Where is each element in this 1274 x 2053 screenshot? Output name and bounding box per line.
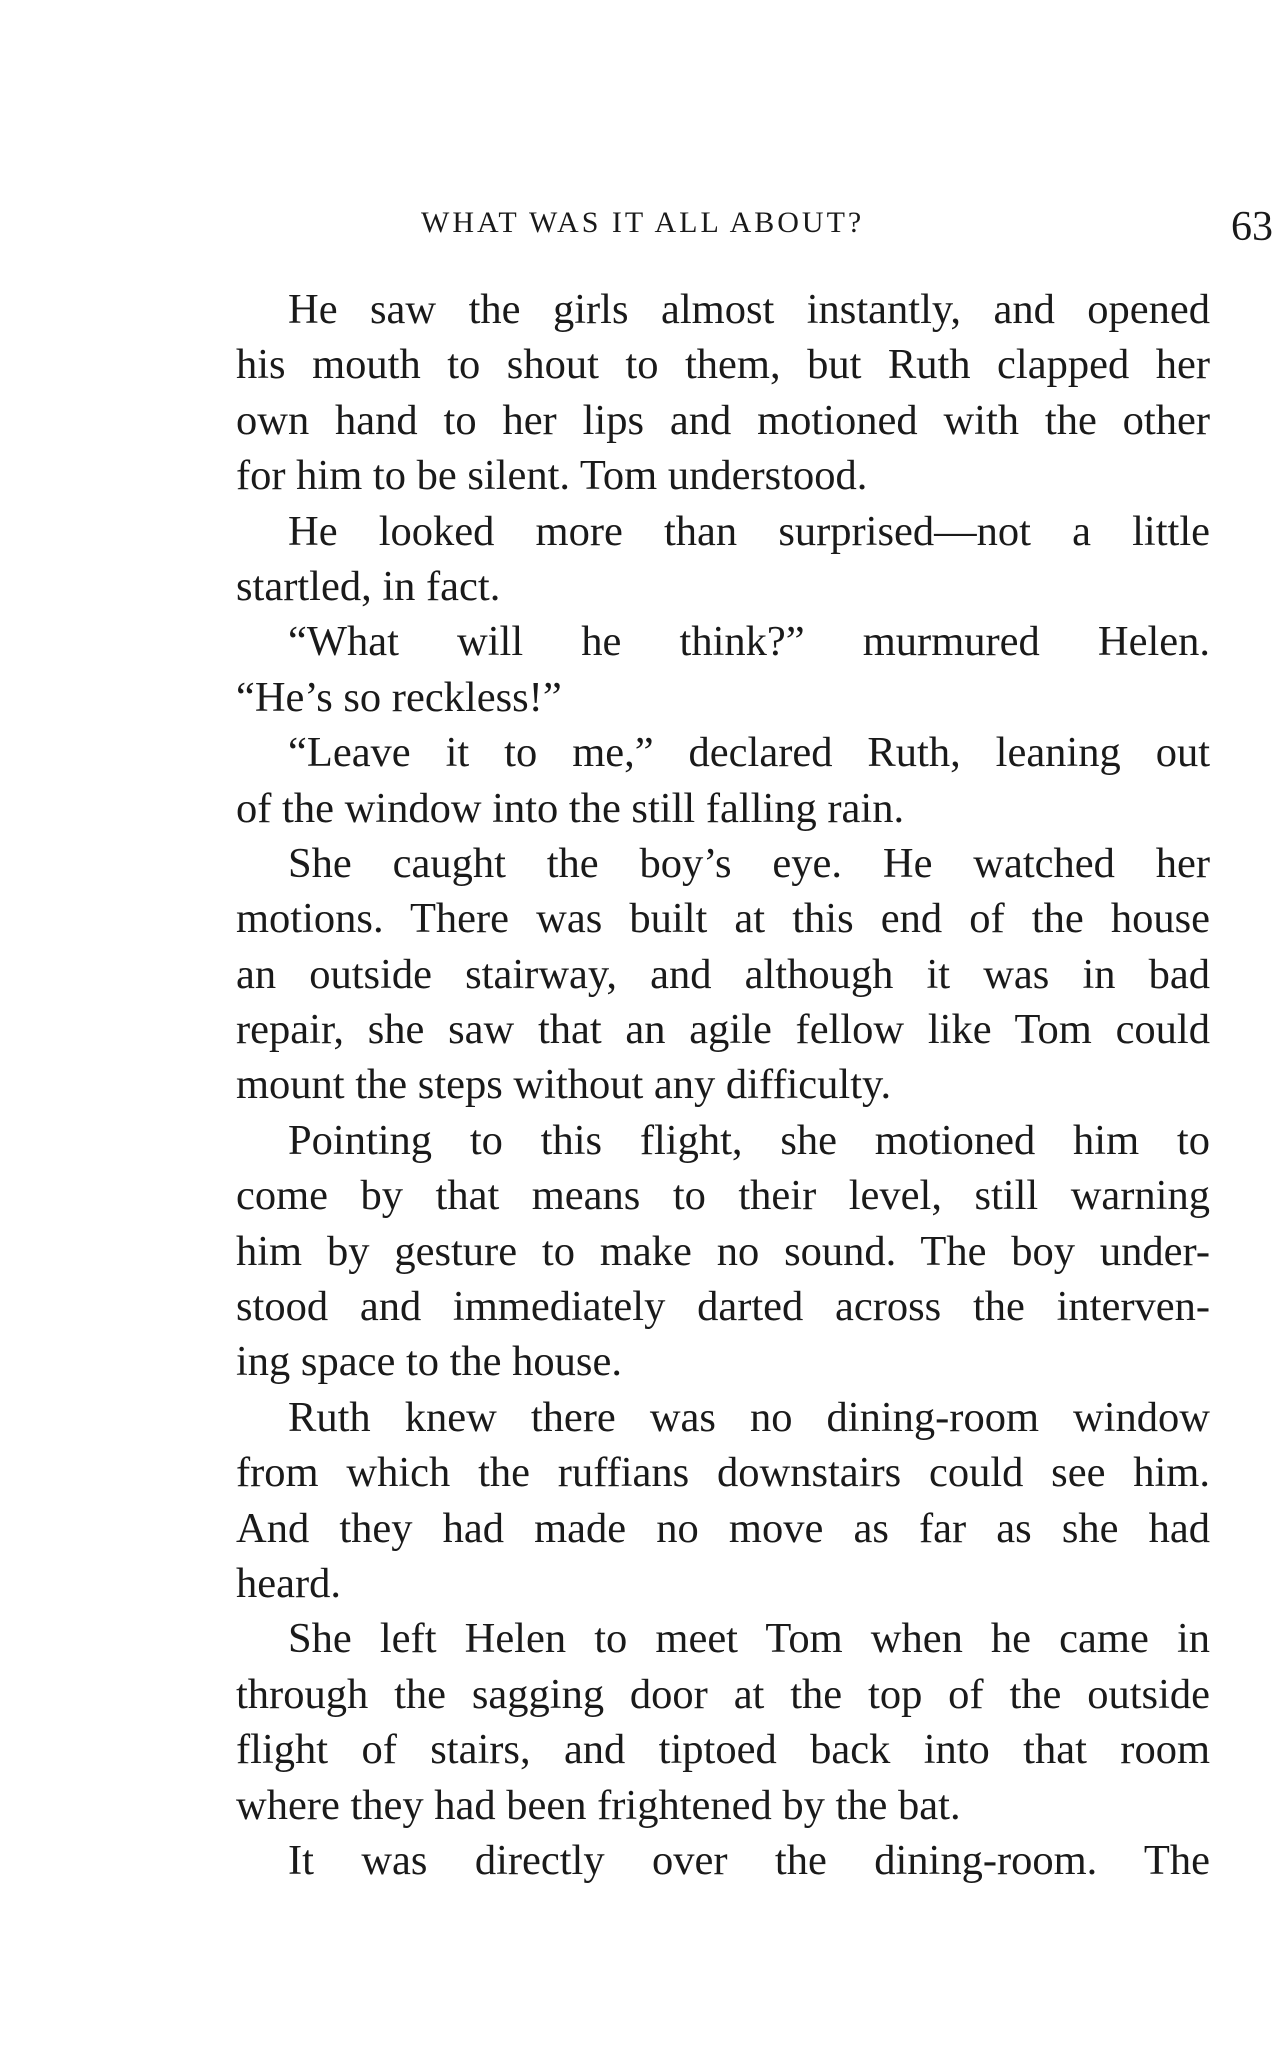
running-head [236, 198, 1273, 258]
body-text [236, 282, 1210, 1888]
text-line: It was directly over the dining-room. The [288, 1836, 1210, 1884]
page-number: 63 [1231, 204, 1273, 250]
text-line: “He’s so reckless!” [236, 673, 562, 721]
text-line: He saw the girls almost instantly, and opened [288, 286, 1210, 333]
text-line: an outside stairway, and although it was in bad [236, 950, 1210, 998]
text-line: Ruth knew there was no dining-room window [288, 1393, 1210, 1441]
text-line: “Leave it to me,” declared Ruth, leaning out [288, 729, 1210, 777]
text-line: of the window into the still falling rain. [236, 784, 905, 832]
text-line: mount the steps without any difficulty. [236, 1061, 892, 1109]
text-line: “What will he think?” murmured Helen. [288, 618, 1210, 666]
text-line: heard. [236, 1559, 342, 1607]
text-line: from which the ruffians downstairs could see him. [236, 1449, 1210, 1497]
text-line: She caught the boy’s eye. He watched her [288, 839, 1210, 887]
text-line: where they had been frightened by the bat. [236, 1781, 961, 1829]
running-title: WHAT WAS IT ALL ABOUT? [421, 206, 865, 239]
text-line: own hand to her lips and motioned with the other [236, 396, 1210, 444]
text-line: him by gesture to make no sound. The boy under- [236, 1227, 1210, 1275]
text-line: He looked more than surprised—not a little [288, 507, 1210, 555]
text-line: ing space to the house. [236, 1338, 622, 1386]
text-line: motions. There was built at this end of the house [236, 895, 1210, 943]
text-line: come by that means to their level, still warning [236, 1172, 1210, 1220]
text-line: through the sagging door at the top of the outside [236, 1670, 1210, 1718]
text-line: repair, she saw that an agile fellow like Tom could [236, 1006, 1210, 1054]
text-line: flight of stairs, and tiptoed back into that room [236, 1726, 1210, 1774]
text-line: for him to be silent. Tom understood. [236, 452, 868, 500]
text-line: And they had made no move as far as she had [236, 1504, 1210, 1552]
text-line: his mouth to shout to them, but Ruth clapped her [236, 341, 1210, 389]
text-line: stood and immediately darted across the interven- [236, 1283, 1210, 1331]
text-line: Pointing to this flight, she motioned him to [288, 1116, 1210, 1164]
text-line: She left Helen to meet Tom when he came in [288, 1615, 1210, 1663]
text-line: startled, in fact. [236, 562, 501, 610]
